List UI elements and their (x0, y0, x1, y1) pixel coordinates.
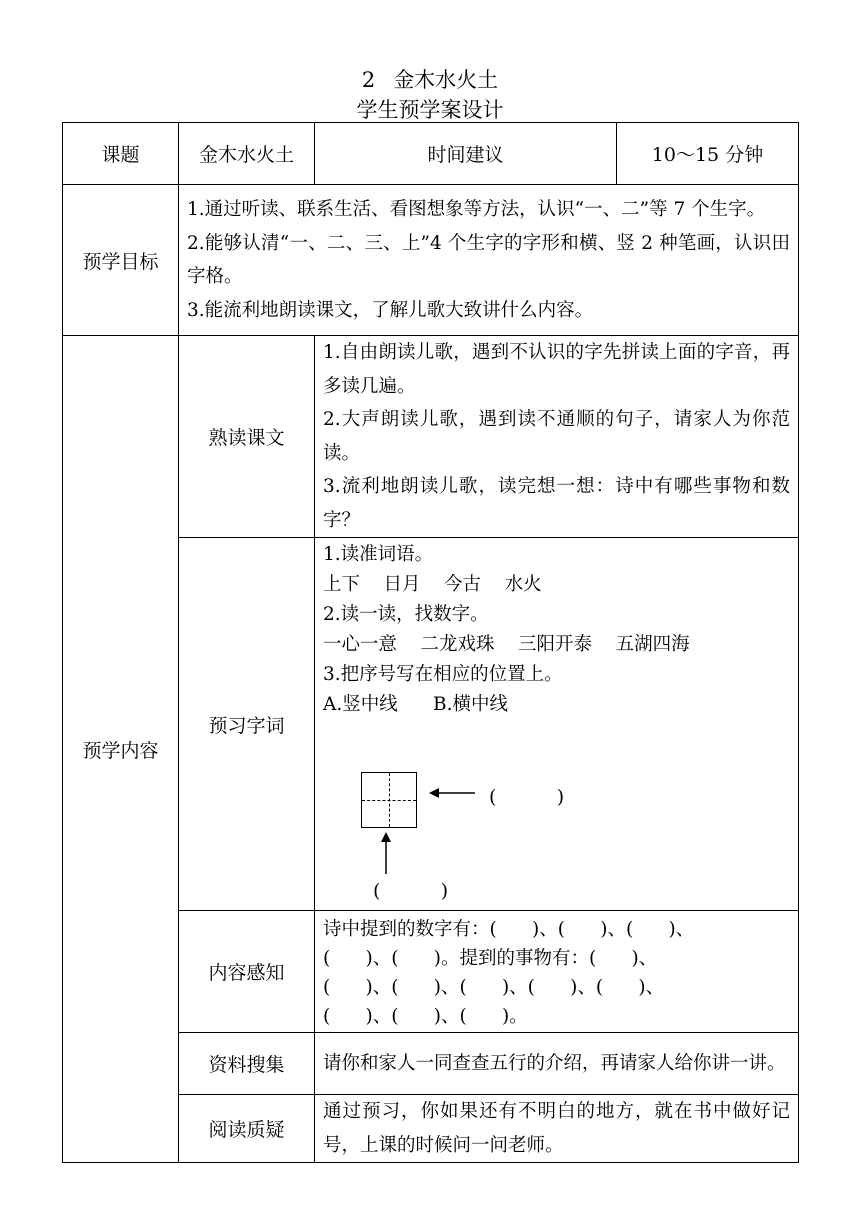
perception-line: ( )、( )、( )。 (323, 1005, 528, 1027)
goal-item: 3.能流利地朗读课文，了解儿歌大致讲什么内容。 (187, 299, 594, 321)
reading-row (63, 336, 799, 538)
research-text: 请你和家人一同查查五行的介绍，再请家人给你讲一讲。 (315, 1033, 799, 1095)
topic-row (63, 123, 799, 185)
reading-text (315, 336, 799, 538)
left-arrow-icon (429, 786, 475, 800)
research-label: 资料搜集 (179, 1033, 315, 1095)
horizontal-midline (362, 800, 416, 801)
vocab-text (315, 538, 799, 911)
tianzige-grid (361, 772, 417, 828)
lesson-title (0, 64, 860, 94)
reading-item: 2.大声朗读儿歌，遇到读不通顺的句子，请家人为你范读。 (323, 409, 790, 464)
questions-label: 阅读质疑 (179, 1095, 315, 1163)
vocab-line: 1.读准词语。 (323, 544, 434, 565)
vocab-line: 一心一意 二龙戏珠 三阳开泰 五湖四海 (323, 634, 690, 655)
goals-row (63, 185, 799, 336)
topic-value: 金木水火土 (179, 123, 315, 185)
content-label: 预学内容 (63, 336, 179, 1163)
perception-line: 诗中提到的数字有：( )、( )、( )、 (323, 918, 695, 940)
perception-label: 内容感知 (179, 911, 315, 1033)
perception-line: ( )、( )。提到的事物有：( )、 (323, 947, 658, 969)
time-label: 时间建议 (315, 123, 617, 185)
perception-text (315, 911, 799, 1033)
vocab-line: 上下 日月 今古 水火 (323, 574, 542, 595)
reading-item: 3.流利地朗读儿歌，读完想一想：诗中有哪些事物和数字？ (323, 476, 790, 531)
reading-item: 1.自由朗读儿歌，遇到不认识的字先拼读上面的字音，再多读几遍。 (323, 342, 790, 397)
vocab-line: A.竖中线 B.横中线 (323, 694, 509, 715)
answer-blank-horizontal[interactable]: ( ) (489, 786, 565, 808)
lesson-number: 2 (361, 68, 376, 92)
up-arrow-icon (379, 832, 393, 874)
topic-label: 课题 (63, 123, 179, 185)
goals-text (179, 185, 799, 336)
time-value: 10～15 分钟 (617, 123, 799, 185)
vocab-line: 2.读一读，找数字。 (323, 604, 489, 625)
preview-table (62, 122, 799, 1163)
vocab-label: 预习字词 (179, 538, 315, 911)
answer-blank-vertical[interactable]: ( ) (373, 880, 449, 902)
vocab-line: 3.把序号写在相应的位置上。 (323, 664, 563, 685)
perception-line: ( )、( )、( )、( )、( )、 (323, 976, 665, 998)
page-subtitle: 学生预学案设计 (356, 98, 504, 122)
reading-label: 熟读课文 (179, 336, 315, 538)
tianzige-exercise (323, 720, 790, 910)
goals-label: 预学目标 (63, 185, 179, 336)
questions-text: 通过预习，你如果还有不明白的地方，就在书中做好记号，上课的时候问一问老师。 (315, 1095, 799, 1163)
goal-item: 2.能够认清“一、二、三、上”4 个生字的字形和横、竖 2 种笔画，认识田字格。 (187, 232, 790, 287)
lesson-title-text: 金木水火土 (393, 68, 499, 92)
goal-item: 1.通过听读、联系生活、看图想象等方法，认识“一、二”等 7 个生字。 (187, 199, 766, 220)
